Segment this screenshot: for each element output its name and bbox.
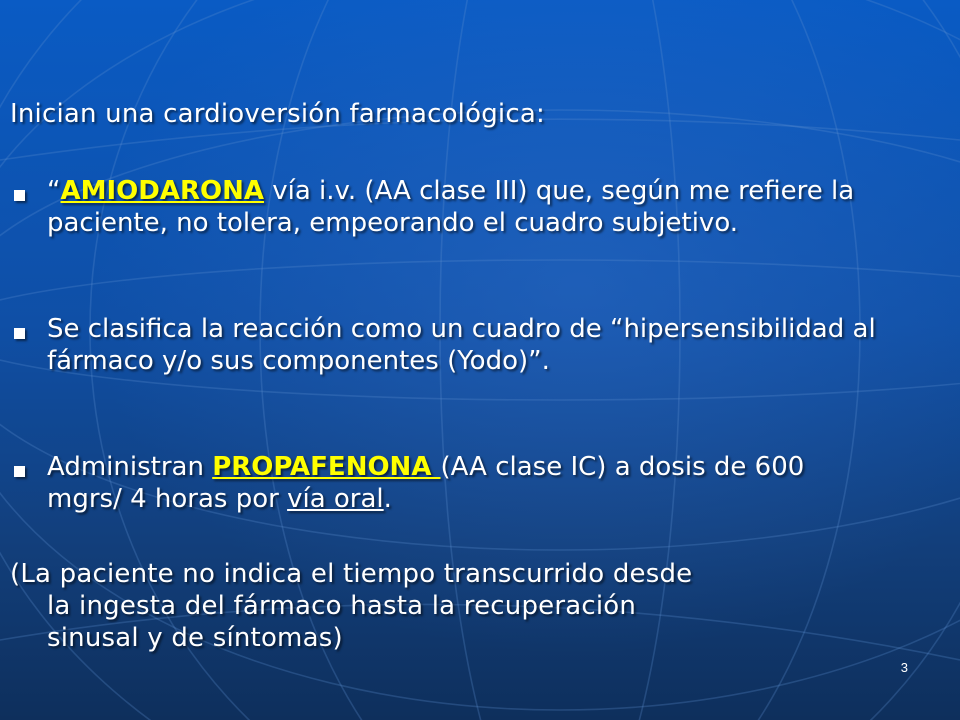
drug-name-propafenona: PROPAFENONA xyxy=(212,452,441,482)
intro-text: Inician una cardioversión farmacológica: xyxy=(10,99,545,129)
page-number: 3 xyxy=(900,660,908,675)
bullet-square-icon xyxy=(14,190,25,201)
route-underlined-text: vía oral xyxy=(287,484,384,514)
bullet-text xyxy=(47,451,887,515)
drug-name-amiodarona: AMIODARONA xyxy=(60,176,264,206)
closing-line-3: sinusal y de síntomas) xyxy=(47,623,343,653)
closing-line-2: la ingesta del fármaco hasta la recuperación xyxy=(47,591,637,621)
bullet-text: Se clasifica la reacción como un cuadro de “hipersensibilidad al fármaco y/o sus componentes (Yodo)”. xyxy=(47,314,876,376)
closing-note xyxy=(10,558,910,654)
bullet-post-text: . xyxy=(383,484,392,514)
bullet-mid-text: (AA clase IC) a dosis de 600 mgrs/ 4 horas por xyxy=(47,452,805,514)
bullet-square-icon xyxy=(14,328,25,339)
bullet-square-icon xyxy=(14,466,25,477)
bullet-pre-text: “ xyxy=(47,176,61,206)
bullet-post-text: vía i.v. (AA clase III) que, según me refiere la paciente, no tolera, empeorando el cuadro subjetivo. xyxy=(47,176,855,238)
closing-line-1: (La paciente no indica el tiempo transcurrido desde xyxy=(10,559,693,589)
bullet-text xyxy=(47,175,887,239)
bullet-pre-text: Administran xyxy=(47,452,213,482)
